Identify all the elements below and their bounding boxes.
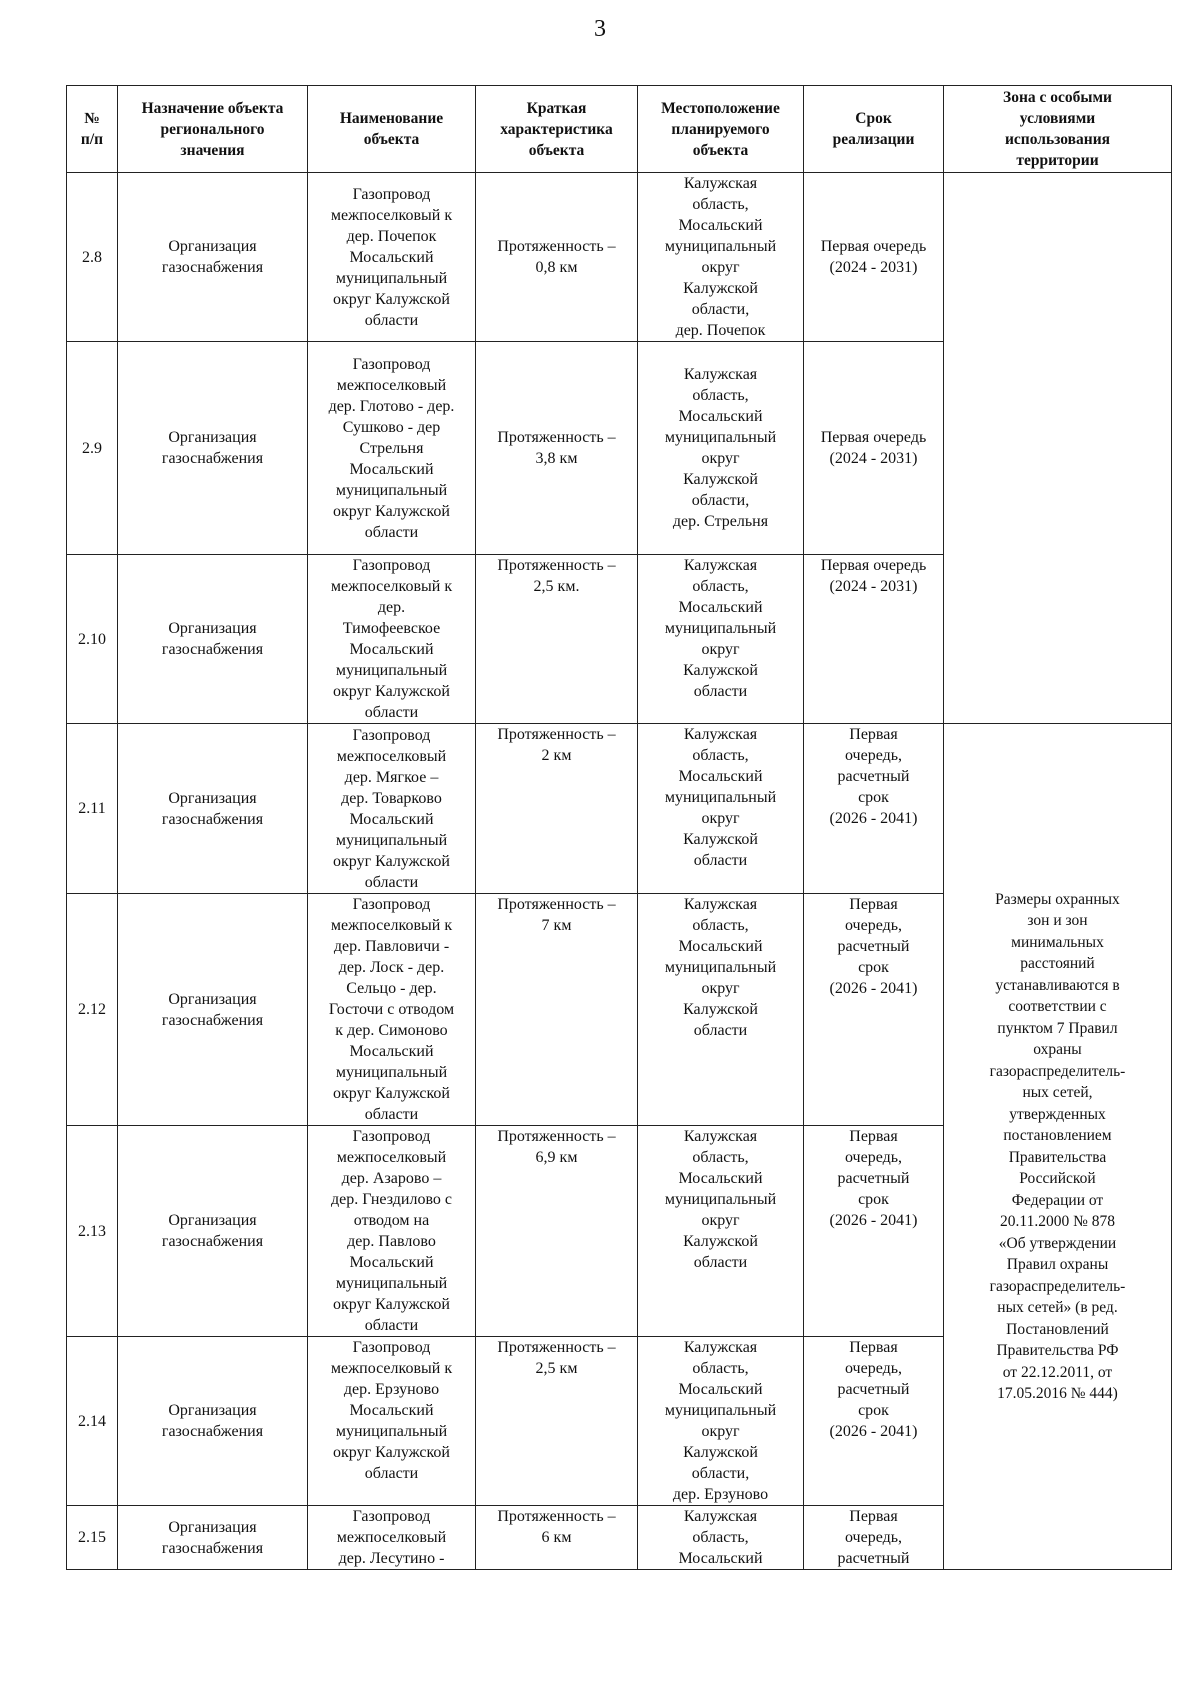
cell-characteristic: Протяженность – 2,5 км. [476,555,638,724]
cell-location: Калужская область, Мосальский [638,1506,804,1570]
cell-purpose: Организация газоснабжения [118,342,308,555]
cell-term: Первая очередь, расчетный срок (2026 - 2041) [804,894,944,1126]
cell-term: Первая очередь (2024 - 2031) [804,173,944,342]
cell-name: Газопровод межпоселковый к дер. Павловичи - дер. Лоск - дер. Сельцо - дер. Госточи с отводом к дер. Симоново Мосальский муниципальный округ Калужской области [308,894,476,1126]
cell-purpose: Организация газоснабжения [118,555,308,724]
cell-name: Газопровод межпоселковый дер. Лесутино - [308,1506,476,1570]
cell-name: Газопровод межпоселковый дер. Глотово - дер. Сушково - дер Стрельня Мосальский муниципальный округ Калужской области [308,342,476,555]
cell-term: Первая очередь, расчетный [804,1506,944,1570]
cell-num: 2.14 [67,1337,118,1506]
page-number: 3 [594,16,606,42]
header-location: Местоположение планируемого объекта [638,86,804,173]
cell-characteristic: Протяженность – 7 км [476,894,638,1126]
cell-zone: Размеры охранных зон и зон минимальных расстояний устанавливаются в соответствии с пунктом 7 Правил охраны газораспределитель- ных сетей, утвержденных постановлением Правительства Российской Федерации от 20.11.2000 № 878 «Об утверждении Правил охраны газораспределитель- ных сетей» (в ред. Постановлений Правительства РФ от 22.12.2011, от 17.05.2016 № 444) [944,724,1172,1570]
cell-location: Калужская область, Мосальский муниципальный округ Калужской области [638,555,804,724]
cell-num: 2.12 [67,894,118,1126]
cell-characteristic: Протяженность – 3,8 км [476,342,638,555]
cell-num: 2.9 [67,342,118,555]
cell-term: Первая очередь (2024 - 2031) [804,555,944,724]
cell-purpose: Организация газоснабжения [118,1506,308,1570]
cell-num: 2.8 [67,173,118,342]
cell-purpose: Организация газоснабжения [118,894,308,1126]
table-row [67,724,1172,894]
cell-term: Первая очередь (2024 - 2031) [804,342,944,555]
cell-name: Газопровод межпоселковый к дер. Ерзуново Мосальский муниципальный округ Калужской области [308,1337,476,1506]
table-row [67,173,1172,342]
objects-table [66,85,1172,1570]
cell-characteristic: Протяженность – 6,9 км [476,1126,638,1337]
cell-characteristic: Протяженность – 2,5 км [476,1337,638,1506]
cell-location: Калужская область, Мосальский муниципальный округ Калужской области, дер. Ерзуново [638,1337,804,1506]
cell-term: Первая очередь, расчетный срок (2026 - 2041) [804,724,944,894]
cell-name: Газопровод межпоселковый дер. Азарово – дер. Гнездилово с отводом на дер. Павлово Мосальский муниципальный округ Калужской области [308,1126,476,1337]
cell-zone-empty [944,173,1172,724]
cell-term: Первая очередь, расчетный срок (2026 - 2041) [804,1126,944,1337]
cell-location: Калужская область, Мосальский муниципальный округ Калужской области, дер. Стрельня [638,342,804,555]
header-term: Срок реализации [804,86,944,173]
cell-name: Газопровод межпоселковый к дер. Тимофеевское Мосальский муниципальный округ Калужской области [308,555,476,724]
cell-num: 2.13 [67,1126,118,1337]
cell-term: Первая очередь, расчетный срок (2026 - 2041) [804,1337,944,1506]
cell-name: Газопровод межпоселковый к дер. Почепок Мосальский муниципальный округ Калужской области [308,173,476,342]
cell-purpose: Организация газоснабжения [118,724,308,894]
cell-num: 2.15 [67,1506,118,1570]
header-row [67,86,1172,173]
header-zone: Зона с особыми условиями использования территории [944,86,1172,173]
header-purpose: Назначение объекта регионального значения [118,86,308,173]
cell-location: Калужская область, Мосальский муниципальный округ Калужской области [638,724,804,894]
cell-location: Калужская область, Мосальский муниципальный округ Калужской области, дер. Почепок [638,173,804,342]
cell-purpose: Организация газоснабжения [118,1126,308,1337]
cell-purpose: Организация газоснабжения [118,173,308,342]
cell-purpose: Организация газоснабжения [118,1337,308,1506]
cell-characteristic: Протяженность – 6 км [476,1506,638,1570]
cell-name: Газопровод межпоселковый дер. Мягкое – дер. Товарково Мосальский муниципальный округ Калужской области [308,724,476,894]
cell-characteristic: Протяженность – 2 км [476,724,638,894]
header-characteristic: Краткая характеристика объекта [476,86,638,173]
cell-location: Калужская область, Мосальский муниципальный округ Калужской области [638,894,804,1126]
cell-num: 2.11 [67,724,118,894]
cell-location: Калужская область, Мосальский муниципальный округ Калужской области [638,1126,804,1337]
header-num: № п/п [67,86,118,173]
header-name: Наименование объекта [308,86,476,173]
cell-num: 2.10 [67,555,118,724]
cell-characteristic: Протяженность – 0,8 км [476,173,638,342]
